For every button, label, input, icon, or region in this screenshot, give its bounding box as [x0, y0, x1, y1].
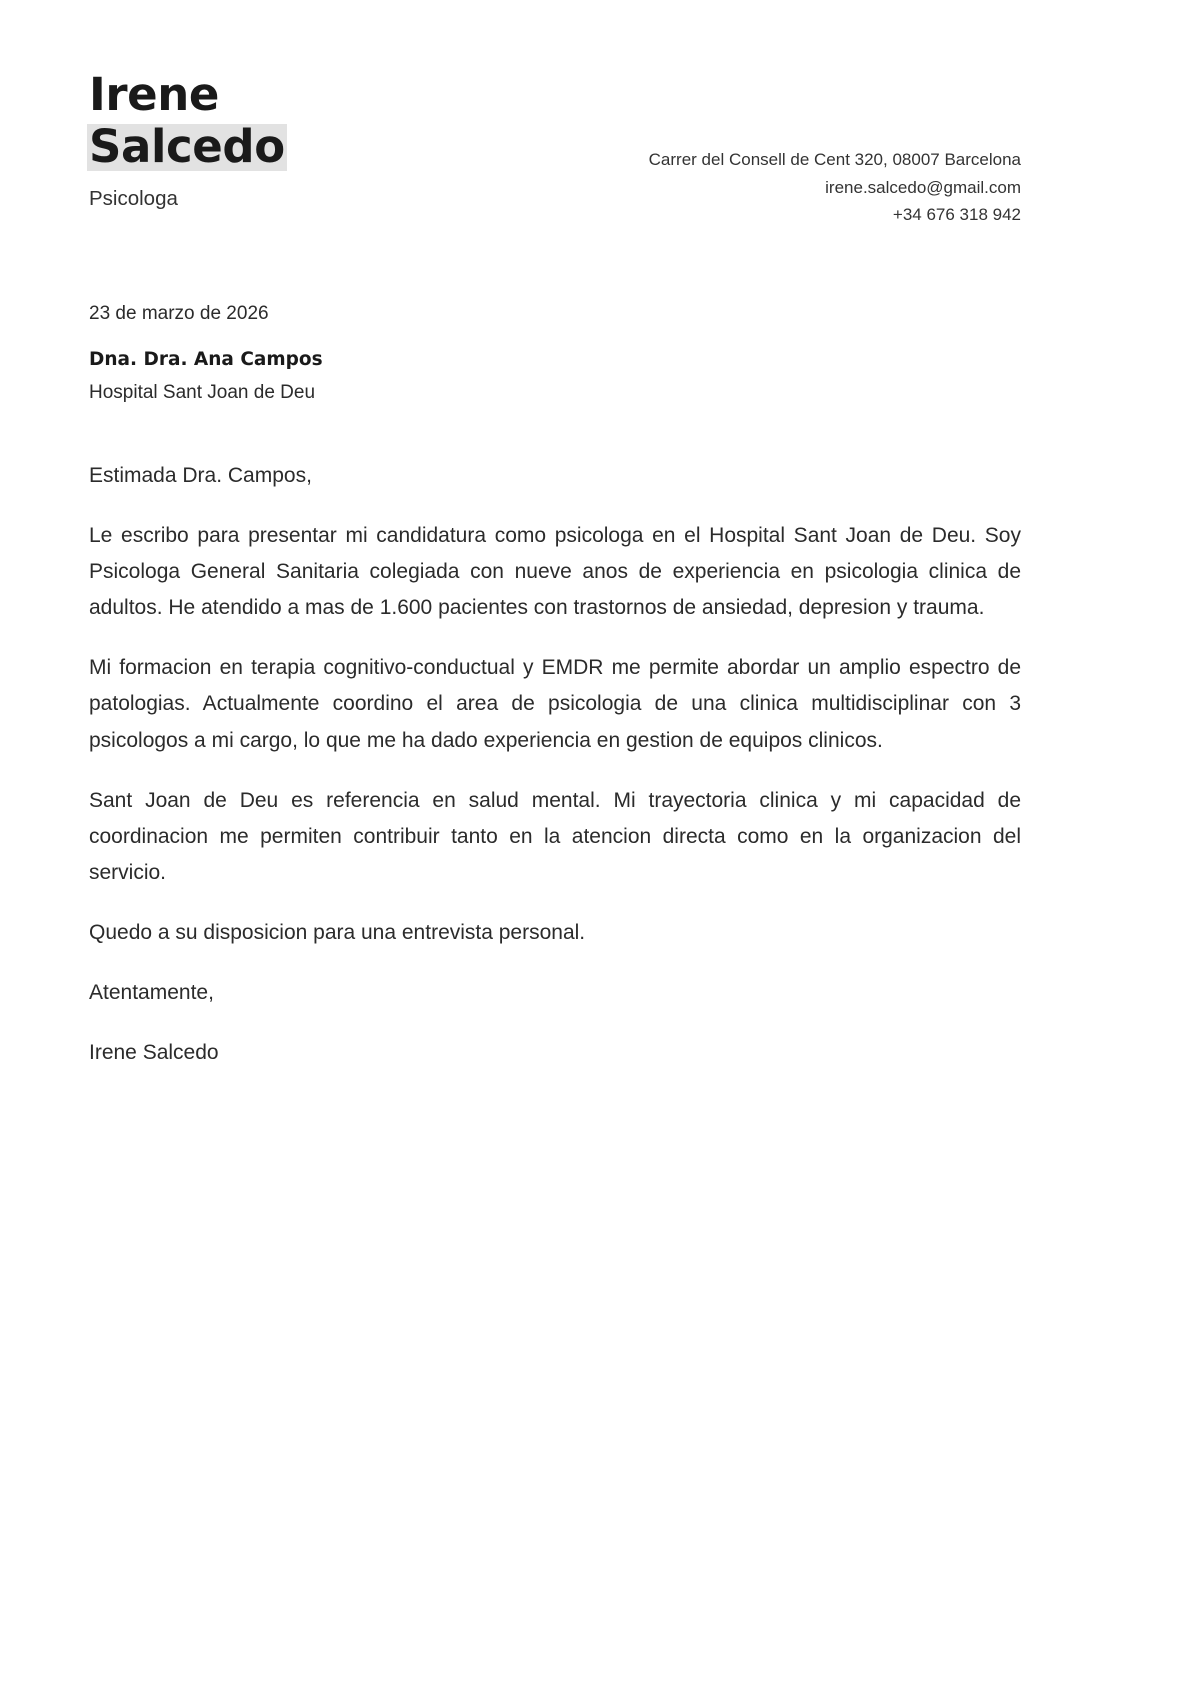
applicant-job-title: Psicologa [89, 186, 178, 210]
identity-block [89, 68, 287, 211]
recipient-organization: Hospital Sant Joan de Deu [89, 382, 316, 404]
letter-paragraph-4: Quedo a su disposicion para una entrevista personal. [89, 920, 586, 944]
letter-meta [89, 301, 1021, 406]
contact-block [649, 72, 1021, 229]
letter-content [89, 0, 1021, 1071]
letter-paragraph-3: Sant Joan de Deu es referencia en salud mental. Mi trayectoria clinica y mi capacidad de coordinacion me permiten contribuir tanto en la atencion directa como en la organizacion del servicio. [89, 788, 1021, 884]
contact-address: Carrer del Consell de Cent 320, 08007 Barcelona [648, 150, 1021, 169]
letter-body [89, 458, 1021, 1071]
recipient-name: Dna. Dra. Ana Campos [89, 349, 323, 371]
contact-email[interactable]: irene.salcedo@gmail.com [825, 177, 1021, 197]
letter-paragraph-1: Le escribo para presentar mi candidatura como psicologa en el Hospital Sant Joan de Deu. Soy Psicologa General Sanitaria colegiada con nueve anos de experiencia en psicologia clinica de adultos. He atendido a mas de 1.600 pacientes con trastornos de ansiedad, depresion y trauma. [89, 523, 1021, 620]
applicant-name [89, 68, 287, 173]
letter-signature: Irene Salcedo [89, 1041, 219, 1065]
letter-closing: Atentamente, [89, 981, 214, 1005]
contact-phone[interactable]: +34 676 318 942 [892, 205, 1021, 225]
letter-date: 23 de marzo de 2026 [89, 302, 269, 324]
letter-paragraph-2: Mi formacion en terapia cognitivo-conductual y EMDR me permite abordar un amplio espectro de patologias. Actualmente coordino el area de psicologia de una clinica multidisciplinar con 3 psicologos a mi cargo, lo que me ha dado experiencia en gestion de equipos clinicos. [89, 656, 1021, 752]
letter-header [89, 0, 1021, 229]
letter-salutation: Estimada Dra. Campos, [89, 463, 312, 487]
applicant-first-name: Irene [89, 68, 220, 121]
applicant-last-name: Salcedo [89, 119, 285, 173]
